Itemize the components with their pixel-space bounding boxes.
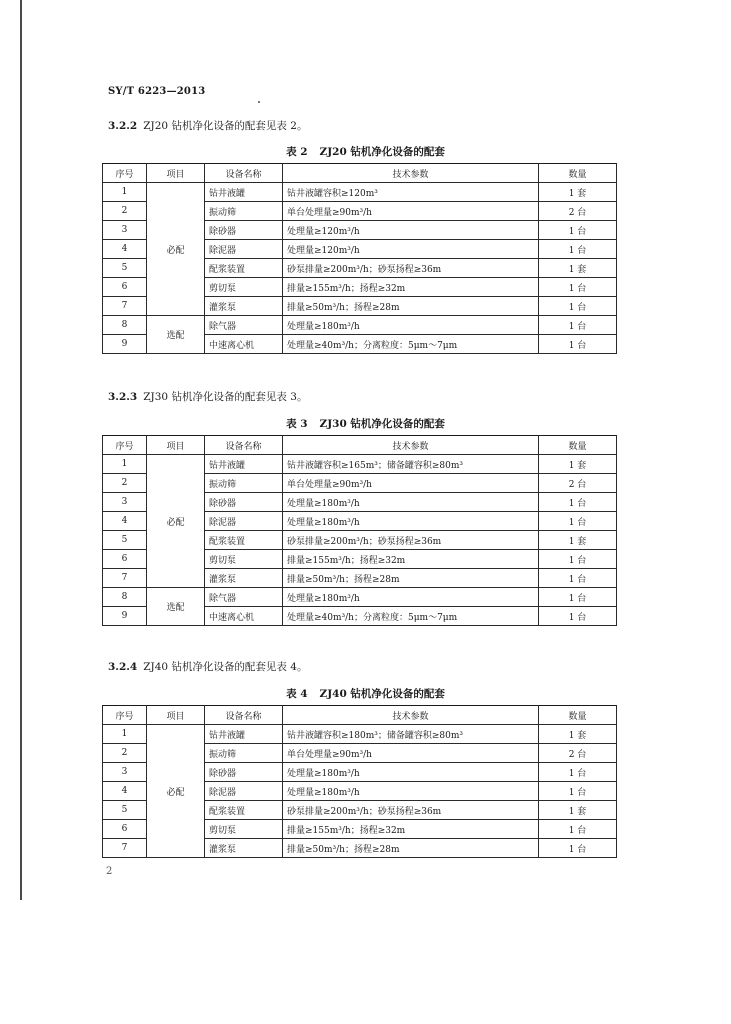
cell-technical-parameter: 处理量≥180m³/h — [283, 782, 539, 801]
scan-speck — [258, 101, 260, 103]
cell-serial-no: 4 — [103, 240, 147, 259]
column-header: 设备名称 — [205, 436, 283, 455]
cell-group-label: 必配 — [147, 455, 205, 588]
table-row — [103, 183, 617, 202]
cell-quantity: 1 台 — [539, 512, 617, 531]
cell-serial-no: 5 — [103, 531, 147, 550]
table-number: 表 2 — [286, 146, 308, 158]
cell-technical-parameter: 排量≥50m³/h；扬程≥28m — [283, 839, 539, 858]
cell-equipment-name: 除泥器 — [205, 512, 283, 531]
cell-serial-no: 7 — [103, 297, 147, 316]
cell-group-label: 必配 — [147, 183, 205, 316]
cell-serial-no: 8 — [103, 316, 147, 335]
cell-group-label: 选配 — [147, 588, 205, 626]
page-number: 2 — [106, 866, 113, 877]
cell-technical-parameter: 处理量≥180m³/h — [283, 316, 539, 335]
cell-serial-no: 9 — [103, 335, 147, 354]
column-header: 序号 — [103, 436, 147, 455]
cell-serial-no: 7 — [103, 569, 147, 588]
column-header: 技术参数 — [283, 436, 539, 455]
cell-equipment-name: 钻井液罐 — [205, 183, 283, 202]
cell-technical-parameter: 钻井液罐容积≥180m³；储备罐容积≥80m³ — [283, 725, 539, 744]
cell-quantity: 1 套 — [539, 455, 617, 474]
cell-technical-parameter: 处理量≥120m³/h — [283, 221, 539, 240]
table-3-caption — [0, 416, 731, 431]
cell-quantity: 1 台 — [539, 278, 617, 297]
cell-quantity: 2 台 — [539, 744, 617, 763]
cell-equipment-name: 剪切泵 — [205, 550, 283, 569]
table-row — [103, 725, 617, 744]
cell-technical-parameter: 砂泵排量≥200m³/h；砂泵扬程≥36m — [283, 531, 539, 550]
table-header-row — [103, 164, 617, 183]
column-header: 序号 — [103, 706, 147, 725]
cell-technical-parameter: 单台处理量≥90m³/h — [283, 202, 539, 221]
cell-equipment-name: 中速离心机 — [205, 335, 283, 354]
cell-technical-parameter: 处理量≥40m³/h；分离粒度：5μm～7μm — [283, 335, 539, 354]
cell-equipment-name: 振动筛 — [205, 474, 283, 493]
table-header-row — [103, 706, 617, 725]
cell-serial-no: 9 — [103, 607, 147, 626]
column-header: 项目 — [147, 164, 205, 183]
cell-serial-no: 7 — [103, 839, 147, 858]
cell-quantity: 1 台 — [539, 569, 617, 588]
column-header: 项目 — [147, 436, 205, 455]
table-header-row — [103, 436, 617, 455]
cell-equipment-name: 中速离心机 — [205, 607, 283, 626]
table-title: ZJ40 钻机净化设备的配套 — [319, 688, 445, 700]
cell-serial-no: 1 — [103, 725, 147, 744]
cell-serial-no: 4 — [103, 512, 147, 531]
cell-technical-parameter: 处理量≥180m³/h — [283, 763, 539, 782]
table-title: ZJ20 钻机净化设备的配套 — [319, 146, 445, 158]
cell-quantity: 1 套 — [539, 801, 617, 820]
cell-equipment-name: 配浆装置 — [205, 531, 283, 550]
cell-serial-no: 6 — [103, 550, 147, 569]
table-4 — [102, 705, 617, 858]
table-row — [103, 316, 617, 335]
cell-quantity: 1 台 — [539, 493, 617, 512]
clause-number: 3.2.3 — [108, 391, 138, 403]
cell-equipment-name: 除泥器 — [205, 782, 283, 801]
cell-serial-no: 6 — [103, 278, 147, 297]
cell-equipment-name: 振动筛 — [205, 202, 283, 221]
clause-3-2-2 — [108, 118, 307, 133]
column-header: 数量 — [539, 164, 617, 183]
cell-serial-no: 1 — [103, 183, 147, 202]
cell-quantity: 1 台 — [539, 240, 617, 259]
table-number: 表 4 — [286, 688, 308, 700]
cell-quantity: 1 台 — [539, 839, 617, 858]
cell-quantity: 1 台 — [539, 763, 617, 782]
cell-quantity: 1 台 — [539, 316, 617, 335]
cell-equipment-name: 剪切泵 — [205, 278, 283, 297]
cell-quantity: 1 套 — [539, 531, 617, 550]
cell-quantity: 2 台 — [539, 474, 617, 493]
cell-technical-parameter: 排量≥50m³/h；扬程≥28m — [283, 569, 539, 588]
clause-number: 3.2.2 — [108, 120, 138, 132]
cell-quantity: 1 台 — [539, 297, 617, 316]
cell-equipment-name: 钻井液罐 — [205, 725, 283, 744]
cell-technical-parameter: 排量≥50m³/h；扬程≥28m — [283, 297, 539, 316]
cell-equipment-name: 配浆装置 — [205, 259, 283, 278]
column-header: 设备名称 — [205, 164, 283, 183]
cell-serial-no: 3 — [103, 763, 147, 782]
table-row — [103, 455, 617, 474]
cell-group-label: 选配 — [147, 316, 205, 354]
cell-quantity: 1 套 — [539, 259, 617, 278]
cell-serial-no: 3 — [103, 493, 147, 512]
cell-technical-parameter: 排量≥155m³/h；扬程≥32m — [283, 278, 539, 297]
cell-quantity: 1 台 — [539, 820, 617, 839]
cell-equipment-name: 振动筛 — [205, 744, 283, 763]
cell-serial-no: 8 — [103, 588, 147, 607]
cell-equipment-name: 除泥器 — [205, 240, 283, 259]
cell-serial-no: 1 — [103, 455, 147, 474]
cell-quantity: 1 台 — [539, 221, 617, 240]
cell-serial-no: 5 — [103, 259, 147, 278]
cell-technical-parameter: 处理量≥180m³/h — [283, 512, 539, 531]
table-3 — [102, 435, 617, 626]
cell-equipment-name: 除砂器 — [205, 221, 283, 240]
table-title: ZJ30 钻机净化设备的配套 — [319, 418, 445, 430]
cell-technical-parameter: 单台处理量≥90m³/h — [283, 474, 539, 493]
cell-quantity: 1 套 — [539, 183, 617, 202]
cell-quantity: 1 台 — [539, 607, 617, 626]
cell-quantity: 2 台 — [539, 202, 617, 221]
cell-technical-parameter: 排量≥155m³/h；扬程≥32m — [283, 550, 539, 569]
cell-technical-parameter: 砂泵排量≥200m³/h；砂泵扬程≥36m — [283, 801, 539, 820]
column-header: 数量 — [539, 436, 617, 455]
cell-technical-parameter: 处理量≥180m³/h — [283, 493, 539, 512]
column-header: 设备名称 — [205, 706, 283, 725]
column-header: 技术参数 — [283, 706, 539, 725]
table-2-caption — [0, 144, 731, 159]
cell-equipment-name: 灌浆泵 — [205, 569, 283, 588]
standard-code: SY/T 6223—2013 — [108, 86, 206, 97]
cell-technical-parameter: 钻井液罐容积≥165m³；储备罐容积≥80m³ — [283, 455, 539, 474]
binding-edge-rule — [20, 0, 22, 900]
cell-technical-parameter: 排量≥155m³/h；扬程≥32m — [283, 820, 539, 839]
cell-equipment-name: 除气器 — [205, 588, 283, 607]
table-2 — [102, 163, 617, 354]
table-number: 表 3 — [286, 418, 308, 430]
cell-equipment-name: 除砂器 — [205, 763, 283, 782]
clause-text: ZJ20 钻机净化设备的配套见表 2。 — [143, 120, 308, 132]
cell-equipment-name: 灌浆泵 — [205, 297, 283, 316]
cell-technical-parameter: 砂泵排量≥200m³/h；砂泵扬程≥36m — [283, 259, 539, 278]
table-4-caption — [0, 686, 731, 701]
cell-group-label: 必配 — [147, 725, 205, 858]
cell-equipment-name: 除气器 — [205, 316, 283, 335]
cell-serial-no: 2 — [103, 744, 147, 763]
cell-serial-no: 2 — [103, 202, 147, 221]
column-header: 数量 — [539, 706, 617, 725]
cell-quantity: 1 台 — [539, 335, 617, 354]
cell-serial-no: 3 — [103, 221, 147, 240]
cell-quantity: 1 台 — [539, 588, 617, 607]
cell-equipment-name: 配浆装置 — [205, 801, 283, 820]
column-header: 项目 — [147, 706, 205, 725]
column-header: 技术参数 — [283, 164, 539, 183]
cell-technical-parameter: 处理量≥180m³/h — [283, 588, 539, 607]
cell-serial-no: 2 — [103, 474, 147, 493]
clause-text: ZJ30 钻机净化设备的配套见表 3。 — [143, 391, 308, 403]
clause-3-2-4 — [108, 659, 307, 674]
cell-equipment-name: 剪切泵 — [205, 820, 283, 839]
cell-quantity: 1 台 — [539, 550, 617, 569]
cell-technical-parameter: 处理量≥40m³/h；分离粒度：5μm～7μm — [283, 607, 539, 626]
cell-technical-parameter: 处理量≥120m³/h — [283, 240, 539, 259]
cell-quantity: 1 台 — [539, 782, 617, 801]
table-row — [103, 588, 617, 607]
cell-equipment-name: 钻井液罐 — [205, 455, 283, 474]
cell-serial-no: 5 — [103, 801, 147, 820]
cell-technical-parameter: 钻井液罐容积≥120m³ — [283, 183, 539, 202]
clause-3-2-3 — [108, 389, 307, 404]
cell-technical-parameter: 单台处理量≥90m³/h — [283, 744, 539, 763]
cell-quantity: 1 套 — [539, 725, 617, 744]
cell-serial-no: 6 — [103, 820, 147, 839]
clause-number: 3.2.4 — [108, 661, 138, 673]
cell-equipment-name: 除砂器 — [205, 493, 283, 512]
cell-serial-no: 4 — [103, 782, 147, 801]
column-header: 序号 — [103, 164, 147, 183]
clause-text: ZJ40 钻机净化设备的配套见表 4。 — [143, 661, 308, 673]
cell-equipment-name: 灌浆泵 — [205, 839, 283, 858]
